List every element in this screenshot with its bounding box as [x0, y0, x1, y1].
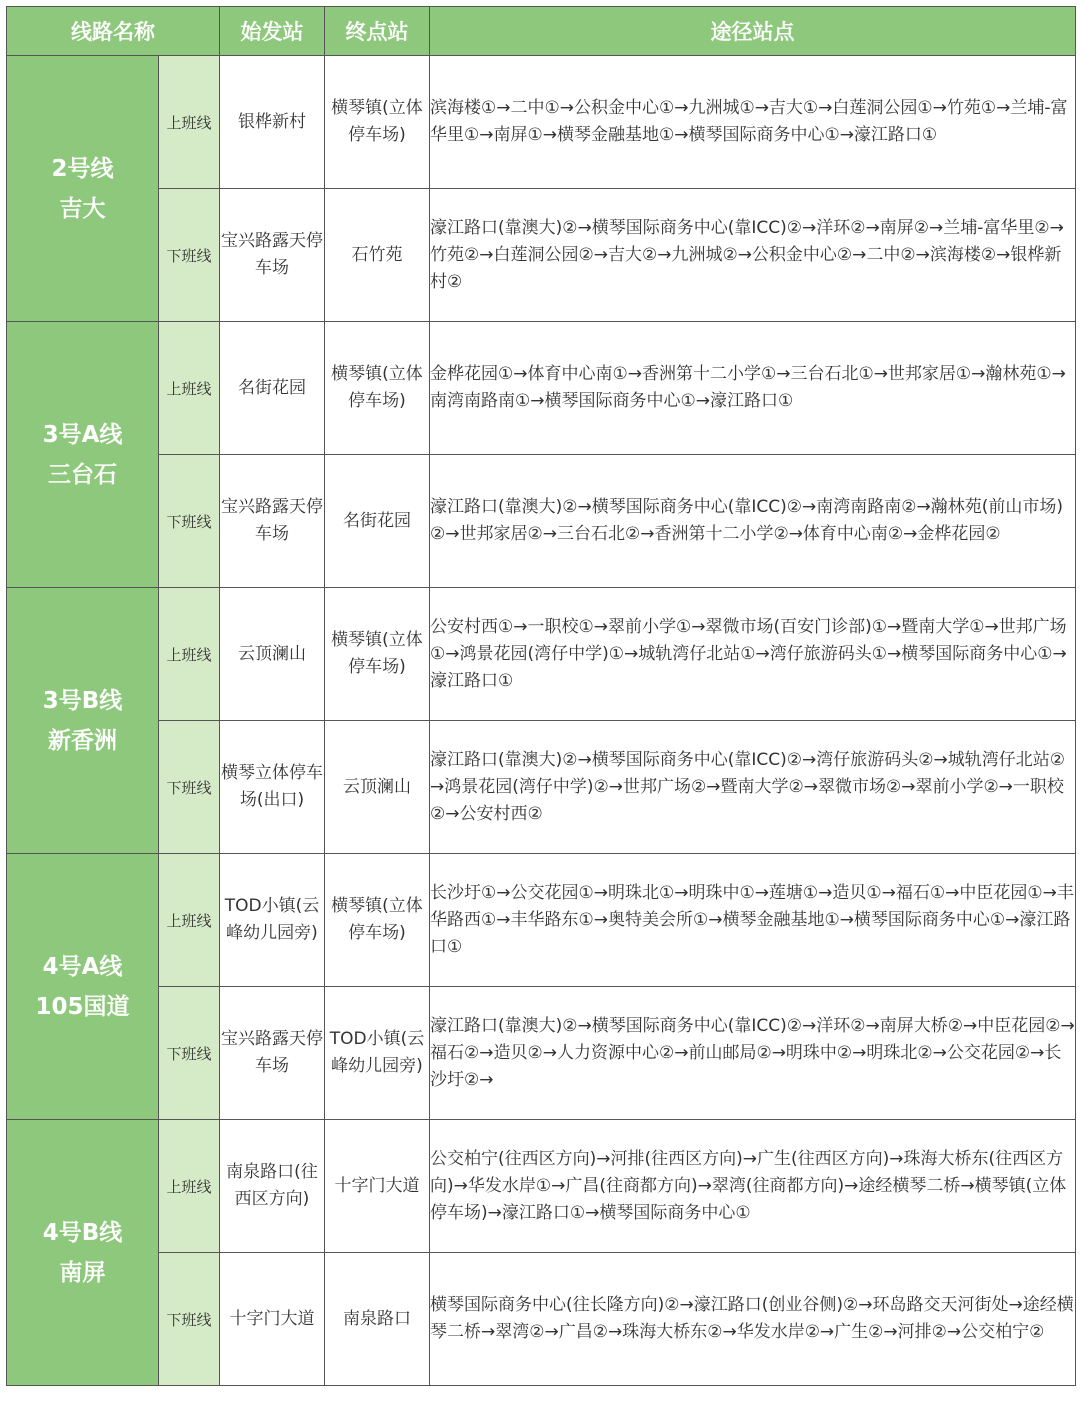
route-subname: 吉大	[59, 195, 106, 222]
direction-label: 下班线	[159, 721, 220, 854]
end-station: 云顶澜山	[325, 721, 430, 854]
route-name: 2号线	[51, 155, 114, 182]
start-station: 宝兴路露天停车场	[220, 987, 325, 1120]
end-station: 横琴镇(立体停车场)	[325, 56, 430, 189]
via-stops: 濠江路口(靠澳大)②→横琴国际商务中心(靠ICC)②→洋环②→南屏大桥②→中臣花园②→福石②→造贝②→人力资源中心②→前山邮局②→明珠中②→明珠北②→公交花园②→长沙圩②→	[430, 987, 1076, 1120]
route-name-cell	[7, 588, 159, 854]
start-station: 横琴立体停车场(出口)	[220, 721, 325, 854]
direction-label: 上班线	[159, 1120, 220, 1253]
route-subname: 新香洲	[48, 727, 117, 754]
direction-label: 上班线	[159, 588, 220, 721]
via-stops: 横琴国际商务中心(往长隆方向)②→濠江路口(创业谷侧)②→环岛路交天河街处→途经横琴二桥→翠湾②→广昌②→珠海大桥东②→华发水岸②→广生②→河排②→公交柏宁②	[430, 1253, 1076, 1386]
table-row	[7, 189, 1076, 322]
route-subname: 南屏	[59, 1259, 106, 1286]
direction-label: 下班线	[159, 455, 220, 588]
table-row	[7, 455, 1076, 588]
route-name-cell	[7, 322, 159, 588]
via-stops: 公交柏宁(往西区方向)→河排(往西区方向)→广生(往西区方向)→珠海大桥东(往西区方向)→华发水岸①→广昌(往商都方向)→翠湾(往商都方向)→途经横琴二桥→横琴镇(立体停车场)→濠江路口①→横琴国际商务中心①	[430, 1120, 1076, 1253]
start-station: 十字门大道	[220, 1253, 325, 1386]
start-station: 名街花园	[220, 322, 325, 455]
route-name: 3号B线	[42, 687, 123, 714]
direction-label: 上班线	[159, 854, 220, 987]
end-station: 名街花园	[325, 455, 430, 588]
end-station: 南泉路口	[325, 1253, 430, 1386]
start-station: 银桦新村	[220, 56, 325, 189]
table-row	[7, 854, 1076, 987]
route-name: 4号A线	[42, 953, 123, 980]
via-stops: 濠江路口(靠澳大)②→横琴国际商务中心(靠ICC)②→洋环②→南屏②→兰埔-富华里②→竹苑②→白莲洞公园②→吉大②→九洲城②→公积金中心②→二中②→滨海楼②→银桦新村②	[430, 189, 1076, 322]
route-name-cell	[7, 56, 159, 322]
end-station: TOD小镇(云峰幼儿园旁)	[325, 987, 430, 1120]
route-name: 4号B线	[42, 1219, 123, 1246]
end-station: 横琴镇(立体停车场)	[325, 854, 430, 987]
via-stops: 滨海楼①→二中①→公积金中心①→九洲城①→吉大①→白莲洞公园①→竹苑①→兰埔-富华里①→南屏①→横琴金融基地①→横琴国际商务中心①→濠江路口①	[430, 56, 1076, 189]
header-row	[7, 7, 1076, 56]
header-via-stops: 途径站点	[430, 7, 1076, 56]
direction-label: 上班线	[159, 56, 220, 189]
via-stops: 长沙圩①→公交花园①→明珠北①→明珠中①→莲塘①→造贝①→福石①→中臣花园①→丰华路西①→丰华路东①→奥特美会所①→横琴金融基地①→横琴国际商务中心①→濠江路口①	[430, 854, 1076, 987]
header-start-station: 始发站	[220, 7, 325, 56]
start-station: 南泉路口(往西区方向)	[220, 1120, 325, 1253]
via-stops: 金桦花园①→体育中心南①→香洲第十二小学①→三台石北①→世邦家居①→瀚林苑①→南湾南路南①→横琴国际商务中心①→濠江路口①	[430, 322, 1076, 455]
via-stops: 公安村西①→一职校①→翠前小学①→翠微市场(百安门诊部)①→暨南大学①→世邦广场①→鸿景花园(湾仔中学)①→城轨湾仔北站①→湾仔旅游码头①→横琴国际商务中心①→濠江路口①	[430, 588, 1076, 721]
via-stops: 濠江路口(靠澳大)②→横琴国际商务中心(靠ICC)②→湾仔旅游码头②→城轨湾仔北站②→鸿景花园(湾仔中学)②→世邦广场②→暨南大学②→翠微市场②→翠前小学②→一职校②→公安村西②	[430, 721, 1076, 854]
direction-label: 下班线	[159, 189, 220, 322]
direction-label: 下班线	[159, 987, 220, 1120]
end-station: 横琴镇(立体停车场)	[325, 588, 430, 721]
route-name-cell	[7, 1120, 159, 1386]
route-name: 3号A线	[42, 421, 123, 448]
direction-label: 上班线	[159, 322, 220, 455]
table-row	[7, 588, 1076, 721]
start-station: 宝兴路露天停车场	[220, 189, 325, 322]
route-subname: 105国道	[35, 993, 130, 1020]
start-station: TOD小镇(云峰幼儿园旁)	[220, 854, 325, 987]
header-end-station: 终点站	[325, 7, 430, 56]
table-row	[7, 56, 1076, 189]
table-row	[7, 322, 1076, 455]
table-row	[7, 987, 1076, 1120]
end-station: 石竹苑	[325, 189, 430, 322]
direction-label: 下班线	[159, 1253, 220, 1386]
route-name-cell	[7, 854, 159, 1120]
via-stops: 濠江路口(靠澳大)②→横琴国际商务中心(靠ICC)②→南湾南路南②→瀚林苑(前山市场)②→世邦家居②→三台石北②→香洲第十二小学②→体育中心南②→金桦花园②	[430, 455, 1076, 588]
header-line-name: 线路名称	[7, 7, 220, 56]
start-station: 云顶澜山	[220, 588, 325, 721]
table-row	[7, 1253, 1076, 1386]
route-subname: 三台石	[48, 461, 117, 488]
end-station: 十字门大道	[325, 1120, 430, 1253]
table-row	[7, 721, 1076, 854]
end-station: 横琴镇(立体停车场)	[325, 322, 430, 455]
start-station: 宝兴路露天停车场	[220, 455, 325, 588]
route-table	[6, 6, 1076, 1386]
table-row	[7, 1120, 1076, 1253]
